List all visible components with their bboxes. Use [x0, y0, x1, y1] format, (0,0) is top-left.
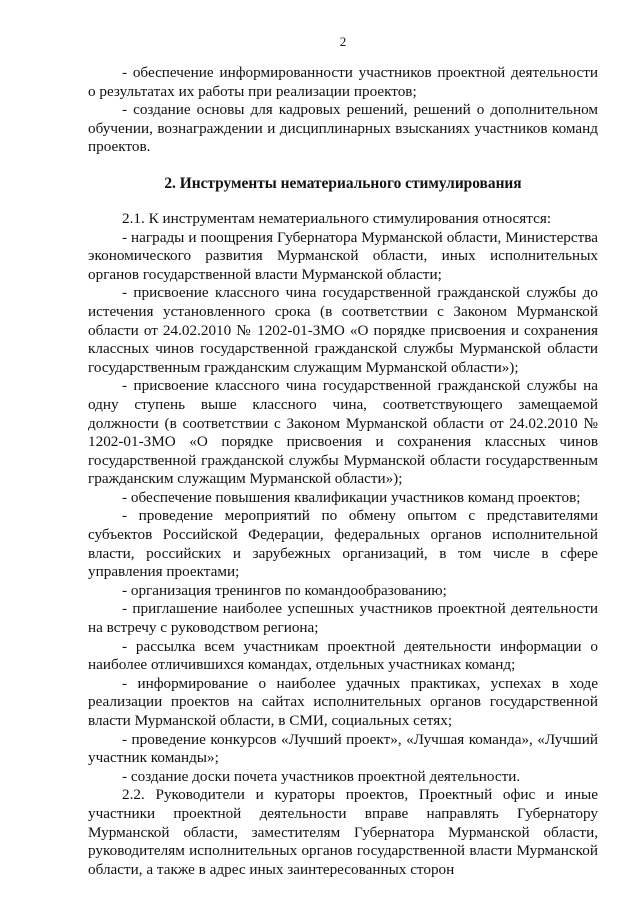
section-paragraph: - рассылка всем участникам проектной деятельности информации о наиболее отличившихся командах, отдельных участниках команд; — [88, 637, 598, 674]
section-paragraph: - создание доски почета участников проектной деятельности. — [122, 767, 521, 785]
section-paragraph: - присвоение классного чина государственной гражданской службы на одну ступень выше классного чина, соответствующего замещаемой должности (в соответствии с Законом Мурманской области от 24.02.2010 № 1202-01-ЗМО «О порядке присвоения и сохранения классных чинов государственной гражданской службы Мурманской области государственным гражданским служащим Мурманской области»); — [88, 377, 598, 488]
section-paragraph: - проведение конкурсов «Лучший проект», «Лучшая команда», «Лучший участник команды»; — [88, 730, 598, 767]
section-paragraph: - награды и поощрения Губернатора Мурманской области, Министерства экономического развития Мурманской области, иных исполнительных органов государственной власти Мурманской области; — [88, 228, 598, 283]
page-number: 2 — [339, 34, 347, 49]
section-paragraph: - проведение мероприятий по обмену опытом с представителями субъектов Российской Федерации, федеральных органов исполнительной власти, российских и зарубежных организаций, в том числе в сфере управления проектами; — [88, 507, 598, 581]
section-paragraph: - информирование о наиболее удачных практиках, успехах в ходе реализации проектов на сайтах исполнительных органов государственной власти Мурманской области, в СМИ, социальных сетях; — [88, 674, 598, 729]
section-paragraph: - обеспечение повышения квалификации участников команд проектов; — [122, 488, 581, 506]
section-paragraph: 2.2. Руководители и кураторы проектов, Проектный офис и иные участники проектной деятельности вправе направлять Губернатору Мурманской области, заместителям Губернатора Мурманской области, руководителям исполнительных органов государственной власти Мурманской области, а также в адрес иных заинтересованных сторон — [88, 786, 598, 878]
section-paragraph: 2.1. К инструментам нематериального стимулирования относятся: — [122, 209, 552, 227]
intro-paragraph: - создание основы для кадровых решений, решений о дополнительном обучении, вознаграждении и дисциплинарных взысканиях участников команд проектов. — [88, 101, 598, 156]
section-paragraph: - присвоение классного чина государственной гражданской службы до истечения установленного срока (в соответствии с Законом Мурманской области от 24.02.2010 № 1202-01-ЗМО «О порядке присвоения и сохранения классных чинов государственной гражданской службы Мурманской области государственным гражданским служащим Мурманской области»); — [88, 284, 598, 376]
intro-paragraph: - обеспечение информированности участников проектной деятельности о результатах их работы при реализации проектов; — [88, 64, 598, 100]
section-paragraph: - приглашение наиболее успешных участников проектной деятельности на встречу с руководством региона; — [88, 600, 598, 637]
section-title: 2. Инструменты нематериального стимулирования — [164, 174, 522, 192]
section-paragraph: - организация тренингов по командообразованию; — [122, 581, 447, 599]
